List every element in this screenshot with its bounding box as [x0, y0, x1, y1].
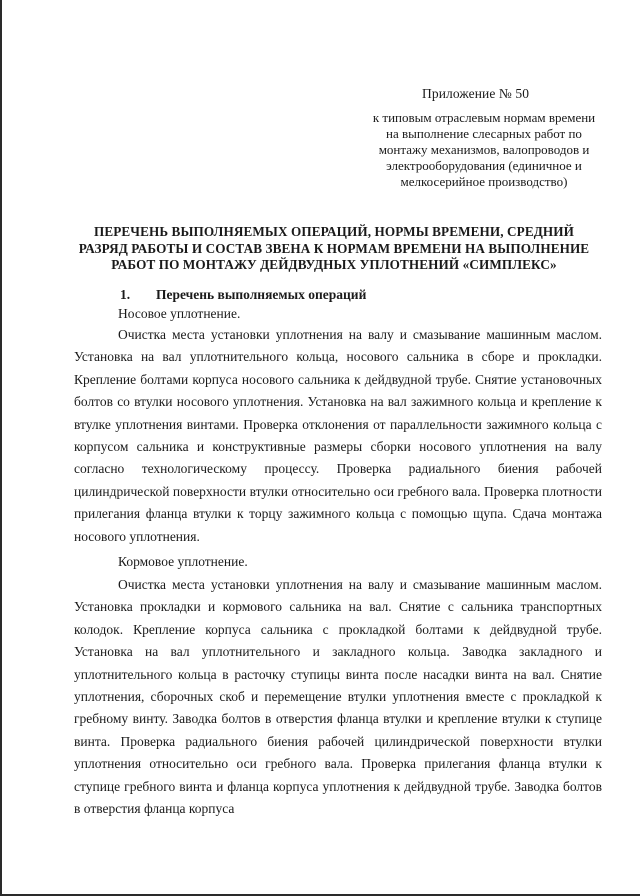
appendix-note: к типовым отраслевым нормам времени на выполнение слесарных работ по монтажу механизмов, валопроводов и электрооборудования (единичное и мелкосерийное производство): [372, 110, 596, 189]
section-title: Перечень выполняемых операций: [156, 287, 367, 302]
appendix-title: Приложение № 50: [422, 86, 530, 101]
bow-seal-heading: Носовое уплотнение.: [118, 306, 241, 321]
bow-seal-paragraph: Очистка места установки уплотнения на валу и смазывание машинным маслом. Установка на вал уплотнительного кольца, носового сальника в сборе и прокладки. Крепление болтами корпуса носового сальника к дейдвудной трубе. Снятие установочных болтов со втулки носового уплотнения. Установка на вал зажимного кольца и крепление к втулке уплотнения винтами. Проверка отклонения от параллельности зажимного кольца с корпусом сальника и конструктивные размеры сборки носового уплотнения на валу согласно технологическому процессу. Проверка радиального биения рабочей цилиндрической поверхности втулки относительно оси гребного вала. Проверка плотности прилегания фланца втулки к торцу зажимного кольца с помощью щупа. Сдача монтажа носового уплотнения.: [74, 327, 602, 544]
section-heading: [120, 287, 366, 303]
document-title: ПЕРЕЧЕНЬ ВЫПОЛНЯЕМЫХ ОПЕРАЦИЙ, НОРМЫ ВРЕМЕНИ, СРЕДНИЙ РАЗРЯД РАБОТЫ И СОСТАВ ЗВЕНА К НОРМАМ ВРЕМЕНИ НА ВЫПОЛНЕНИЕ РАБОТ ПО МОНТАЖУ ДЕЙДВУДНЫХ УПЛОТНЕНИЙ «СИМПЛЕКС»: [78, 224, 590, 272]
section-number: 1.: [120, 287, 131, 302]
stern-seal-paragraph: Очистка места установки уплотнения на валу и смазывание машинным маслом. Установка прокладки и кормового сальника на вал. Снятие с сальника транспортных колодок. Крепление корпуса сальника с прокладкой болтами к дейдвудной трубе. Установка на вал уплотнительного и закладного кольца. Заводка закладного и уплотнительного кольца в расточку ступицы винта после насадки винта на вал. Снятие уплотнения, сборочных скоб и перемещение втулки уплотнения вместе с прокладкой к гребному винту. Заводка болтов в отверстия фланца втулки и крепление втулки к ступице винта. Проверка радиального биения рабочей цилиндрической поверхности втулки уплотнения относительно оси гребного вала. Проверка прилегания фланца втулки к ступице гребного винта и фланца корпуса уплотнения к дейдвудной трубе. Заводка болтов в отверстия фланца корпуса: [74, 577, 602, 817]
stern-seal-heading: Кормовое уплотнение.: [118, 554, 248, 569]
